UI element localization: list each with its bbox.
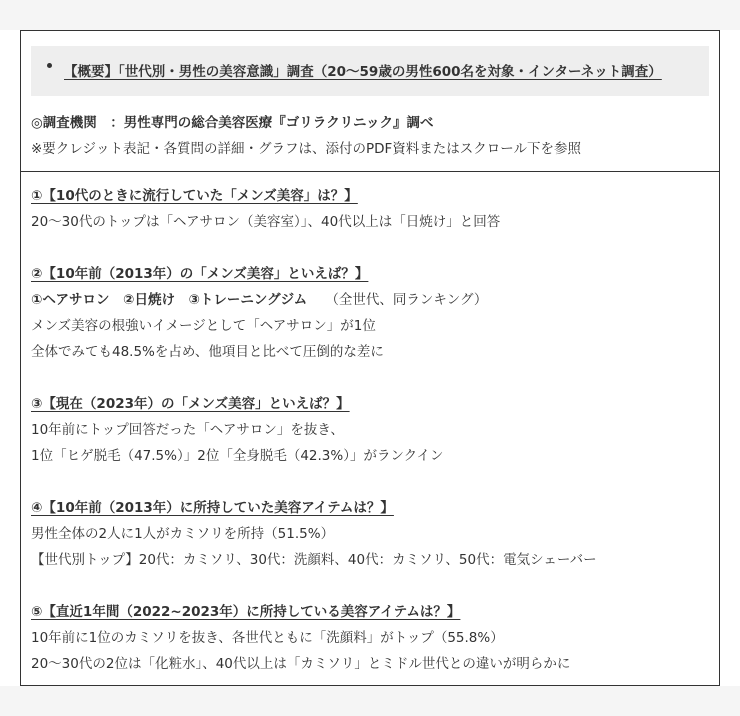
question-3-line-1: 10年前にトップ回答だった「ヘアサロン」を抜き、 xyxy=(31,422,344,438)
question-4-line-2: 【世代別トップ】20代：カミソリ、30代：洗顔料、40代：カミソリ、50代：電気シェーバー xyxy=(31,552,597,568)
survey-organization: ◎調査機関 ：男性専門の総合美容医療『ゴリラクリニック』調べ xyxy=(31,115,434,131)
question-1-heading: ①【10代のときに流行していた「メンズ美容」は？】 xyxy=(31,188,358,204)
bullet-icon xyxy=(47,63,52,68)
question-2-line-2: 全体でみても48.5%を占め、他項目と比べて圧倒的な差に xyxy=(31,344,384,360)
question-3-line-2: 1位「ヒゲ脱毛（47.5%）」2位「全身脱毛（42.3%）」がランクイン xyxy=(31,448,444,464)
question-4-heading: ④【10年前（2013年）に所持していた美容アイテムは？】 xyxy=(31,500,394,516)
summary-title: 【概要】「世代別・男性の美容意識」調査（20〜59歳の男性600名を対象・インターネット調査） xyxy=(64,64,662,80)
overview-cell xyxy=(21,31,719,172)
question-2-ranking xyxy=(31,288,487,308)
summary-box xyxy=(31,46,709,96)
question-3-heading: ③【現在（2023年）の「メンズ美容」といえば？】 xyxy=(31,396,350,412)
question-1-line-1: 20〜30代のトップは「ヘアサロン（美容室）」、40代以上は「日焼け」と回答 xyxy=(31,214,501,230)
question-2-ranking-note: （全世代、同ランキング） xyxy=(325,292,488,308)
question-2-ranking-items: ①ヘアサロン ②日焼け ③トレーニングジム xyxy=(31,292,308,308)
question-5-line-1: 10年前に1位のカミソリを抜き、各世代ともに「洗顔料」がトップ（55.8%） xyxy=(31,630,504,646)
question-2-heading: ②【10年前（2013年）の「メンズ美容」といえば？】 xyxy=(31,266,369,282)
question-4-line-1: 男性全体の2人に1人がカミソリを所持（51.5%） xyxy=(31,526,335,542)
credit-note: ※要クレジット表記・各質問の詳細・グラフは、添付のPDF資料またはスクロール下を参照 xyxy=(31,141,582,157)
question-5-line-2: 20〜30代の2位は「化粧水」、40代以上は「カミソリ」とミドル世代との違いが明らかに xyxy=(31,656,571,672)
press-release-table xyxy=(20,30,720,686)
question-5-heading: ⑤【直近1年間（2022~2023年）に所持している美容アイテムは？】 xyxy=(31,604,461,620)
question-2-line-1: メンズ美容の根強いイメージとして「ヘアサロン」が1位 xyxy=(31,318,376,334)
